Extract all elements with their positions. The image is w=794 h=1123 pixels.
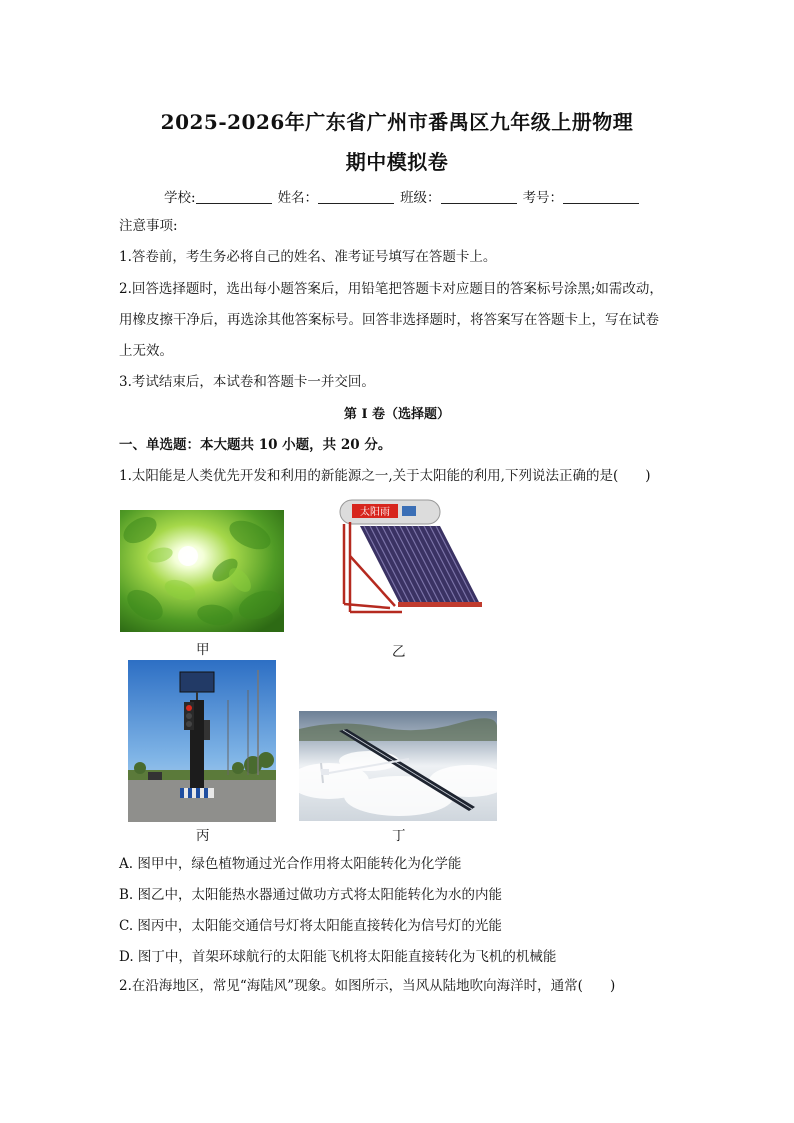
caption-yi: 乙 [392,644,406,660]
caption-ding: 丁 [392,828,406,844]
heater-brand-label: 太阳雨 [360,507,390,518]
student-info-row [164,186,645,206]
solar-water-heater-image [320,496,494,632]
number-label: 考号： [522,190,564,206]
notes-heading: 注意事项: [119,218,178,234]
caption-jia: 甲 [196,642,210,658]
question-2-stem: 2.在沿海地区，常见“海陆风”现象。如图所示，当风从陆地吹向海洋时，通常( ) [119,978,616,994]
exam-subtitle: 期中模拟卷 [345,150,449,174]
note-1: 1.答卷前，考生务必将自己的姓名、准考证号填写在答题卡上。 [119,249,497,265]
note-2-line-2: 用橡皮擦干净后，再选涂其他答案标号。回答非选择题时，将答案写在答题卡上，写在试卷 [119,312,659,328]
part1-heading: 一、单选题：本大题共 10 小题，共 20 分。 [119,437,392,453]
note-3: 3.考试结束后，本试卷和答题卡一并交回。 [119,374,375,390]
class-label: 班级： [400,190,441,206]
name-blank [318,189,394,204]
note-2-line-1: 2.回答选择题时，选出每小题答案后，用铅笔把答题卡对应题目的答案标号涂黑;如需改动， [119,281,663,297]
solar-airplane-image [299,711,497,821]
class-blank [441,189,517,204]
school-blank [196,189,272,204]
number-blank [563,189,639,204]
option-d: D. 图丁中，首架环球航行的太阳能飞机将太阳能直接转化为飞机的机械能 [119,949,557,965]
option-c: C. 图丙中，太阳能交通信号灯将太阳能直接转化为信号灯的光能 [119,918,502,934]
question-1-stem: 1.太阳能是人类优先开发和利用的新能源之一,关于太阳能的利用,下列说法正确的是( ) [119,468,651,484]
school-label: 学校: [164,190,196,206]
option-a: A. 图甲中，绿色植物通过光合作用将太阳能转化为化学能 [119,856,462,872]
name-label: 姓名： [277,190,319,206]
leaves-sunlight-image [120,510,284,632]
section-title: 第 I 卷（选择题） [343,407,451,422]
exam-title: 2025-2026年广东省广州市番禺区九年级上册物理 [160,110,634,134]
note-2-line-3: 上无效。 [119,343,173,359]
caption-bing: 丙 [196,828,210,844]
solar-traffic-light-image [128,660,276,822]
option-b: B. 图乙中，太阳能热水器通过做功方式将太阳能转化为水的内能 [119,887,503,903]
